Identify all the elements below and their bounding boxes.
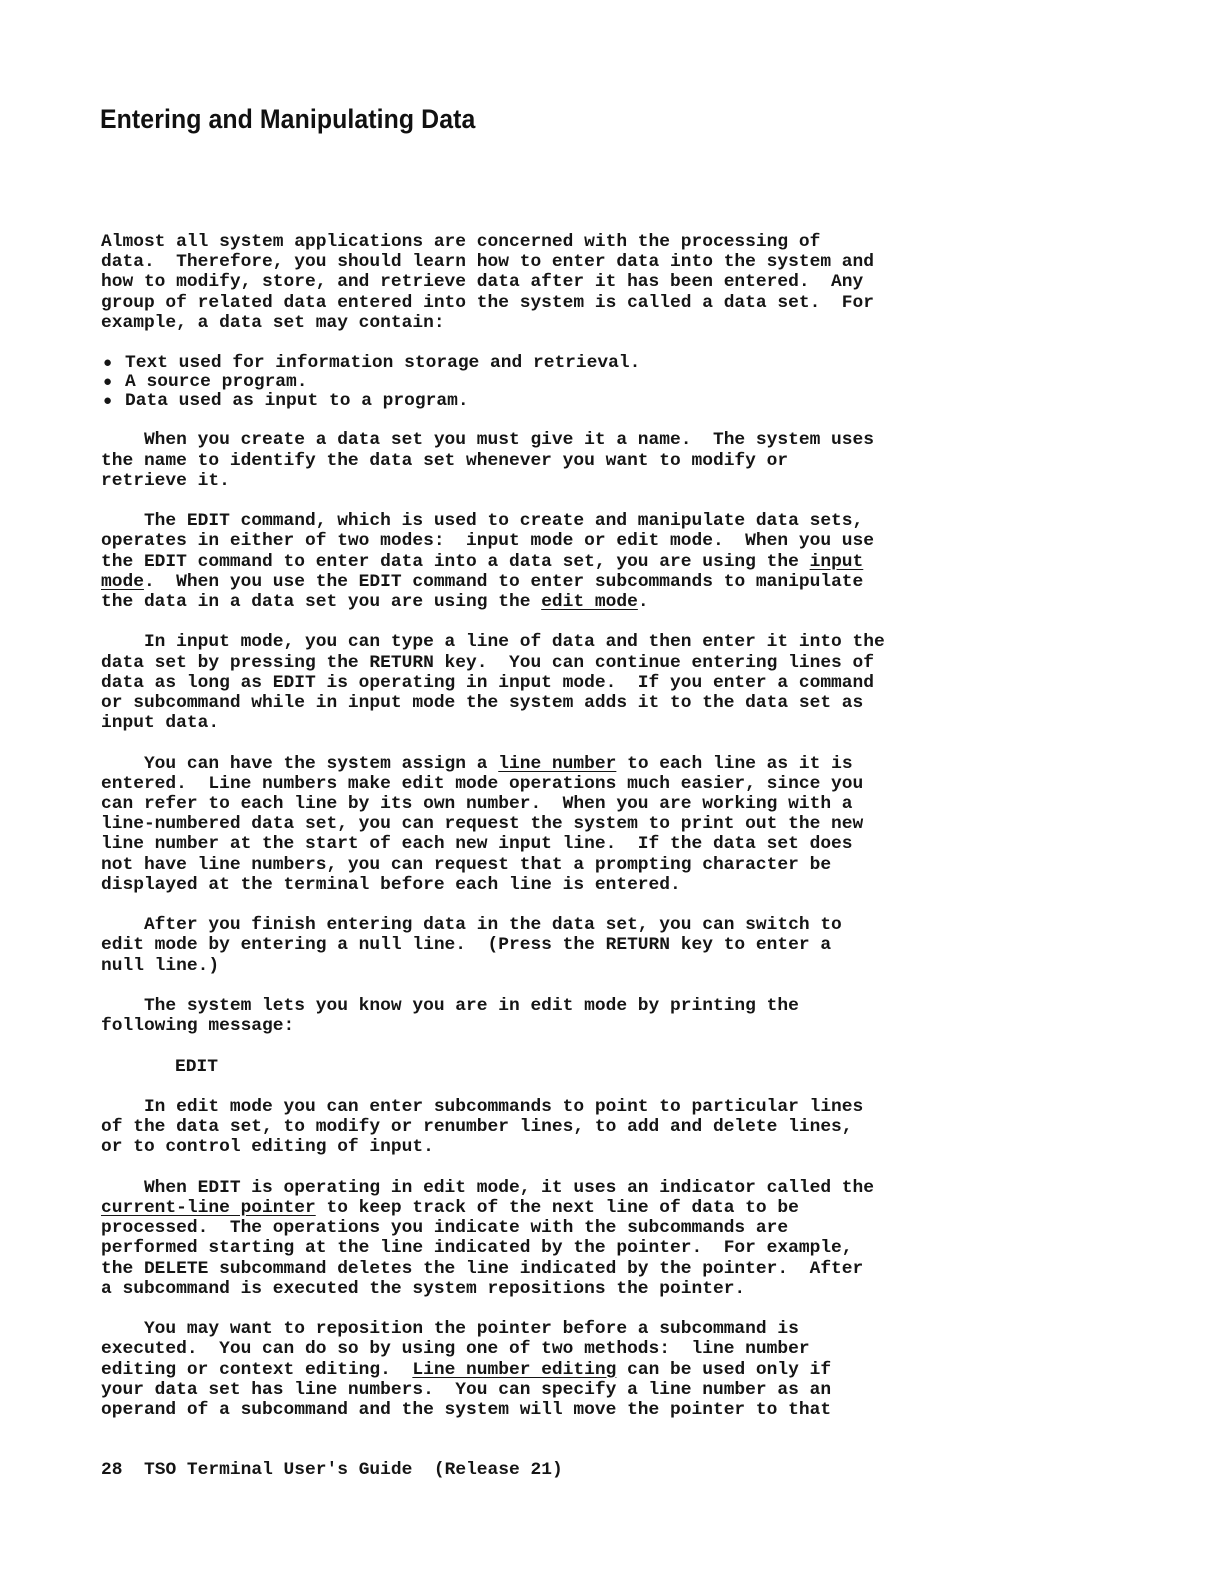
text-line: following message: bbox=[101, 1016, 295, 1037]
text-line: or subcommand while in input mode the system adds it to the data set as bbox=[101, 693, 864, 713]
text-line: to keep track of the next line of data to be bbox=[315, 1197, 799, 1218]
text-line: displayed at the terminal before each line is entered. bbox=[101, 874, 681, 895]
text-line: When you create a data set you must give it a name. The system uses bbox=[101, 430, 875, 451]
list-item bbox=[101, 372, 1001, 391]
text-line: null line.) bbox=[101, 955, 220, 976]
text-line: editing or context editing. bbox=[101, 1359, 413, 1380]
text-line: edit mode by entering a null line. (Press the RETURN key to enter a bbox=[101, 935, 832, 956]
text-line: operand of a subcommand and the system will move the pointer to that bbox=[101, 1400, 832, 1420]
text-line: the EDIT command to enter data into a data set, you are using the bbox=[101, 551, 810, 572]
page-footer bbox=[101, 1460, 563, 1480]
term-input-mode-cont: mode bbox=[101, 571, 144, 592]
text-line: your data set has line numbers. You can specify a line number as an bbox=[101, 1379, 832, 1400]
text-line: . When you use the EDIT command to enter subcommands to manipulate bbox=[143, 571, 864, 592]
text-line: of the data set, to modify or renumber lines, to add and delete lines, bbox=[101, 1117, 853, 1138]
edit-command-paragraph bbox=[101, 511, 1001, 612]
line-number-paragraph bbox=[101, 754, 1001, 895]
term-line-number: line number bbox=[498, 753, 617, 774]
bullet-icon: ● bbox=[103, 355, 113, 373]
pointer-paragraph bbox=[101, 1178, 1001, 1299]
text-line: . bbox=[637, 592, 649, 612]
text-line: retrieve it. bbox=[101, 470, 230, 491]
data-set-name-paragraph bbox=[101, 430, 1001, 491]
edit-mode-paragraph bbox=[101, 1097, 1001, 1158]
text-line: not have line numbers, you can request that a prompting character be bbox=[101, 854, 832, 875]
list-item-text: A source program. bbox=[125, 372, 308, 393]
text-line: the DELETE subcommand deletes the line indicated by the pointer. After bbox=[101, 1258, 864, 1279]
text-line: After you finish entering data in the data set, you can switch to bbox=[101, 915, 842, 936]
intro-paragraph bbox=[101, 232, 1001, 333]
edit-message-example: EDIT bbox=[175, 1056, 218, 1077]
switch-mode-paragraph bbox=[101, 915, 1001, 976]
text-line: executed. You can do so by using one of two methods: line number bbox=[101, 1339, 810, 1360]
text-line: In edit mode you can enter subcommands to point to particular lines bbox=[101, 1096, 864, 1117]
reposition-paragraph bbox=[101, 1319, 1001, 1420]
list-item-text: Data used as input to a program. bbox=[125, 391, 469, 412]
text-line: performed starting at the line indicated by the pointer. For example, bbox=[101, 1238, 853, 1259]
text-line: can be used only if bbox=[616, 1359, 832, 1380]
book-title: TSO Terminal User's Guide bbox=[143, 1460, 413, 1480]
text-line: When EDIT is operating in edit mode, it uses an indicator called the bbox=[101, 1177, 875, 1198]
text-line: data set by pressing the RETURN key. You can continue entering lines of bbox=[101, 652, 875, 673]
text-line: the data in a data set you are using the bbox=[101, 592, 542, 612]
text-line: You may want to reposition the pointer before a subcommand is bbox=[101, 1319, 799, 1340]
list-item bbox=[101, 353, 1001, 372]
text-line: or to control editing of input. bbox=[101, 1137, 434, 1158]
text-line: line number at the start of each new input line. If the data set does bbox=[101, 834, 853, 855]
text-line: In input mode, you can type a line of data and then enter it into the bbox=[101, 632, 885, 653]
list-item-text: Text used for information storage and retrieval. bbox=[125, 353, 641, 374]
text-line: line-numbered data set, you can request the system to print out the new bbox=[101, 814, 864, 835]
bullet-icon: ● bbox=[103, 393, 113, 411]
document-body bbox=[101, 232, 1001, 1440]
text-line: can refer to each line by its own number. When you are working with a bbox=[101, 794, 853, 814]
bullet-icon: ● bbox=[103, 374, 113, 392]
text-line: data as long as EDIT is operating in input mode. If you enter a command bbox=[101, 672, 875, 693]
text-line: the name to identify the data set whenever you want to modify or bbox=[101, 450, 789, 471]
text-line: processed. The operations you indicate with the subcommands are bbox=[101, 1218, 789, 1239]
term-current-line-pointer: current-line pointer bbox=[101, 1197, 316, 1218]
term-edit-mode: edit mode bbox=[541, 592, 638, 612]
term-line-number-editing: Line number editing bbox=[412, 1359, 617, 1380]
text-line: group of related data entered into the system is called a data set. For bbox=[101, 292, 875, 313]
term-input-mode: input bbox=[809, 551, 864, 572]
message-intro-paragraph bbox=[101, 996, 1001, 1036]
text-line: data. Therefore, you should learn how to enter data into the system and bbox=[101, 252, 875, 273]
page-number: 28 bbox=[101, 1460, 123, 1480]
text-line: input data. bbox=[101, 713, 220, 734]
text-line: operates in either of two modes: input mode or edit mode. When you use bbox=[101, 531, 875, 552]
page-title: Entering and Manipulating Data bbox=[100, 104, 476, 134]
text-line: entered. Line numbers make edit mode operations much easier, since you bbox=[101, 773, 864, 794]
text-line: how to modify, store, and retrieve data after it has been entered. Any bbox=[101, 272, 864, 293]
text-line: The system lets you know you are in edit mode by printing the bbox=[101, 996, 799, 1016]
text-line: Almost all system applications are concerned with the processing of bbox=[101, 232, 821, 252]
text-line: example, a data set may contain: bbox=[101, 312, 445, 333]
input-mode-paragraph bbox=[101, 632, 1001, 733]
text-line: a subcommand is executed the system repositions the pointer. bbox=[101, 1278, 746, 1299]
text-line: The EDIT command, which is used to create and manipulate data sets, bbox=[101, 511, 864, 532]
text-line: You can have the system assign a bbox=[101, 753, 499, 774]
list-item bbox=[101, 391, 1001, 410]
bullet-list bbox=[101, 353, 1001, 410]
release-label: (Release 21) bbox=[433, 1460, 563, 1480]
text-line: to each line as it is bbox=[616, 753, 853, 774]
